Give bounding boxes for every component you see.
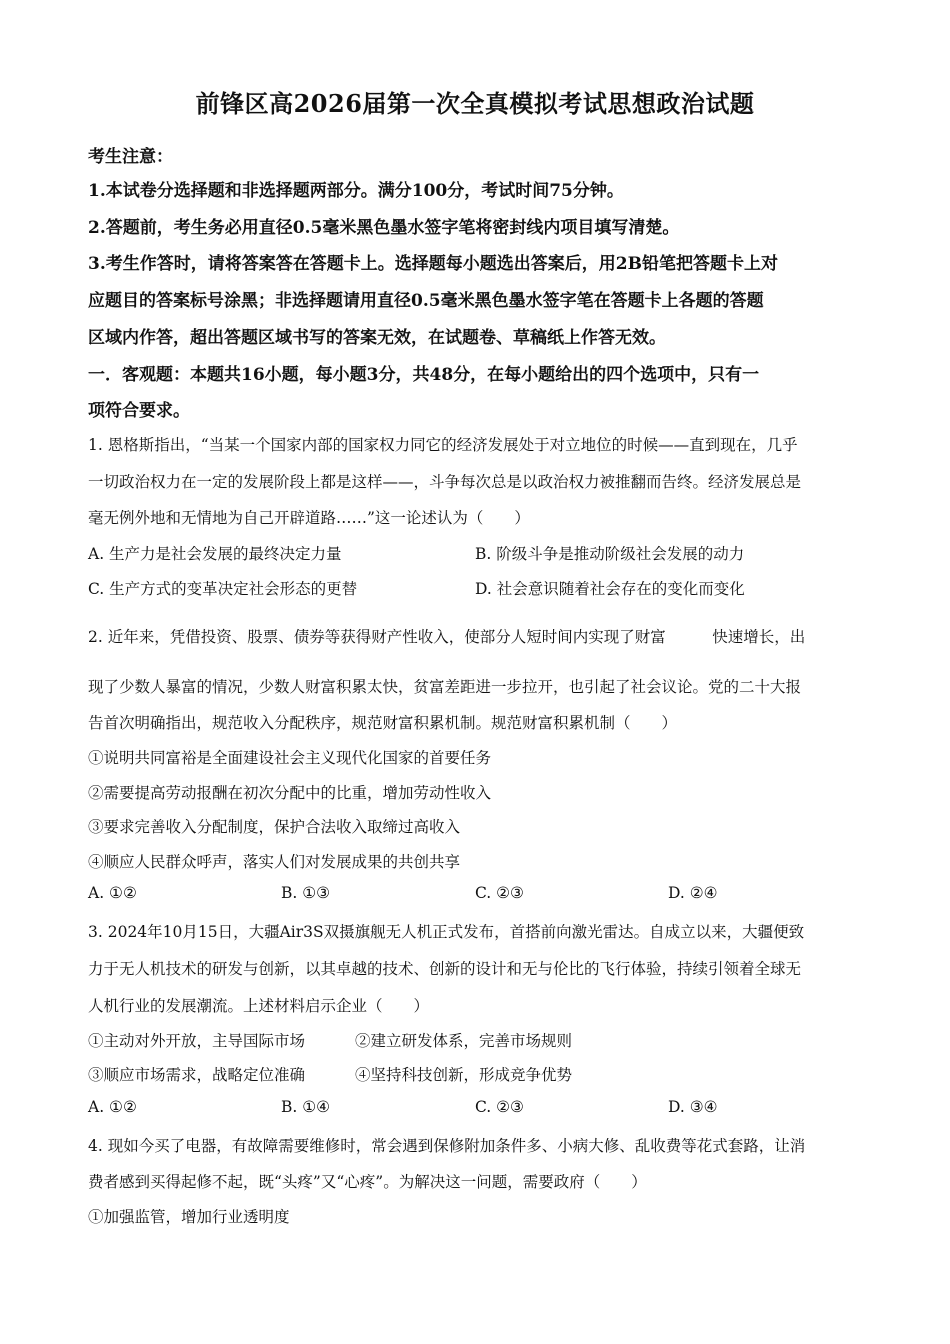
question-2-option-a[interactable]: A. ①②	[88, 884, 137, 902]
question-2-statement: ③要求完善收入分配制度，保护合法收入取缔过高收入	[88, 818, 461, 836]
question-4-text: 费者感到买得起修不起，既“头疼”又“心疼”。为解决这一问题，需要政府（ ）	[88, 1173, 647, 1191]
page-title: 前锋区高2026届第一次全真模拟考试思想政治试题	[195, 89, 755, 118]
question-4-text: 4. 现如今买了电器，有故障需要维修时，常会遇到保修附加条件多、小病大修、乱收费等花式套路，让消	[88, 1137, 806, 1155]
question-2-text: 2. 近年来，凭借投资、股票、债券等获得财产性收入，使部分人短时间内实现了财富 快速增长，出	[88, 628, 806, 646]
notice-item: 2.答题前，考生务必用直径0.5毫米黑色墨水签字笔将密封线内项目填写清楚。	[88, 218, 680, 238]
question-3-statement: ②建立研发体系，完善市场规则	[355, 1032, 573, 1050]
question-3-option-b[interactable]: B. ①④	[281, 1098, 331, 1116]
question-3-statement: ③顺应市场需求，战略定位准确	[88, 1066, 306, 1084]
question-2-option-d[interactable]: D. ②④	[668, 884, 718, 902]
question-2-option-b[interactable]: B. ①③	[281, 884, 331, 902]
notice-item: 1.本试卷分选择题和非选择题两部分。满分100分，考试时间75分钟。	[88, 181, 624, 201]
question-1-text: 1. 恩格斯指出，“当某一个国家内部的国家权力同它的经济发展处于对立地位的时候——直到现在，几乎	[88, 436, 798, 454]
question-3-statement: ①主动对外开放，主导国际市场	[88, 1032, 306, 1050]
question-3-text: 人机行业的发展潮流。上述材料启示企业（ ）	[88, 997, 430, 1015]
question-3-statement: ④坚持科技创新，形成竞争优势	[355, 1066, 573, 1084]
question-2-text: 现了少数人暴富的情况，少数人财富积累太快，贫富差距进一步拉开，也引起了社会议论。党的二十大报	[88, 678, 802, 696]
question-1-text: 毫无例外地和无情地为自己开辟道路……”这一论述认为（ ）	[88, 509, 530, 527]
question-1-option-d[interactable]: D. 社会意识随着社会存在的变化而变化	[475, 580, 745, 598]
question-1-option-b[interactable]: B. 阶级斗争是推动阶级社会发展的动力	[475, 545, 745, 563]
question-1-option-c[interactable]: C. 生产方式的变革决定社会形态的更替	[88, 580, 358, 598]
question-3-text: 力于无人机技术的研发与创新，以其卓越的技术、创新的设计和无与伦比的飞行体验，持续引领着全球无	[88, 960, 802, 978]
question-3-option-d[interactable]: D. ③④	[668, 1098, 718, 1116]
notice-item: 3.考生作答时，请将答案答在答题卡上。选择题每小题选出答案后，用2B铅笔把答题卡上对	[88, 254, 778, 274]
question-3-text: 3. 2024年10月15日，大疆Air3S双摄旗舰无人机正式发布，首搭前向激光雷达。自成立以来，大疆便致	[88, 923, 805, 941]
question-1-text: 一切政治权力在一定的发展阶段上都是这样——，斗争每次总是以政治权力被推翻而告终。经济发展总是	[88, 473, 802, 491]
question-2-option-c[interactable]: C. ②③	[475, 884, 524, 902]
question-4-statement: ①加强监管，增加行业透明度	[88, 1208, 290, 1226]
question-3-option-a[interactable]: A. ①②	[88, 1098, 137, 1116]
question-2-statement: ①说明共同富裕是全面建设社会主义现代化国家的首要任务	[88, 749, 492, 767]
notice-item: 区域内作答，超出答题区域书写的答案无效，在试题卷、草稿纸上作答无效。	[88, 328, 666, 348]
notice-heading: 考生注意：	[88, 147, 173, 167]
question-3-option-c[interactable]: C. ②③	[475, 1098, 524, 1116]
section-heading: 一．客观题：本题共16小题，每小题3分，共48分，在每小题给出的四个选项中，只有一	[88, 365, 760, 385]
question-2-text: 告首次明确指出，规范收入分配秩序，规范财富积累机制。规范财富积累机制（ ）	[88, 714, 678, 732]
section-heading: 项符合要求。	[88, 401, 190, 421]
notice-item: 应题目的答案标号涂黑；非选择题请用直径0.5毫米黑色墨水签字笔在答题卡上各题的答题	[88, 291, 764, 311]
question-2-statement: ②需要提高劳动报酬在初次分配中的比重，增加劳动性收入	[88, 784, 492, 802]
question-2-statement: ④顺应人民群众呼声，落实人们对发展成果的共创共享	[88, 853, 461, 871]
question-1-option-a[interactable]: A. 生产力是社会发展的最终决定力量	[88, 545, 342, 563]
